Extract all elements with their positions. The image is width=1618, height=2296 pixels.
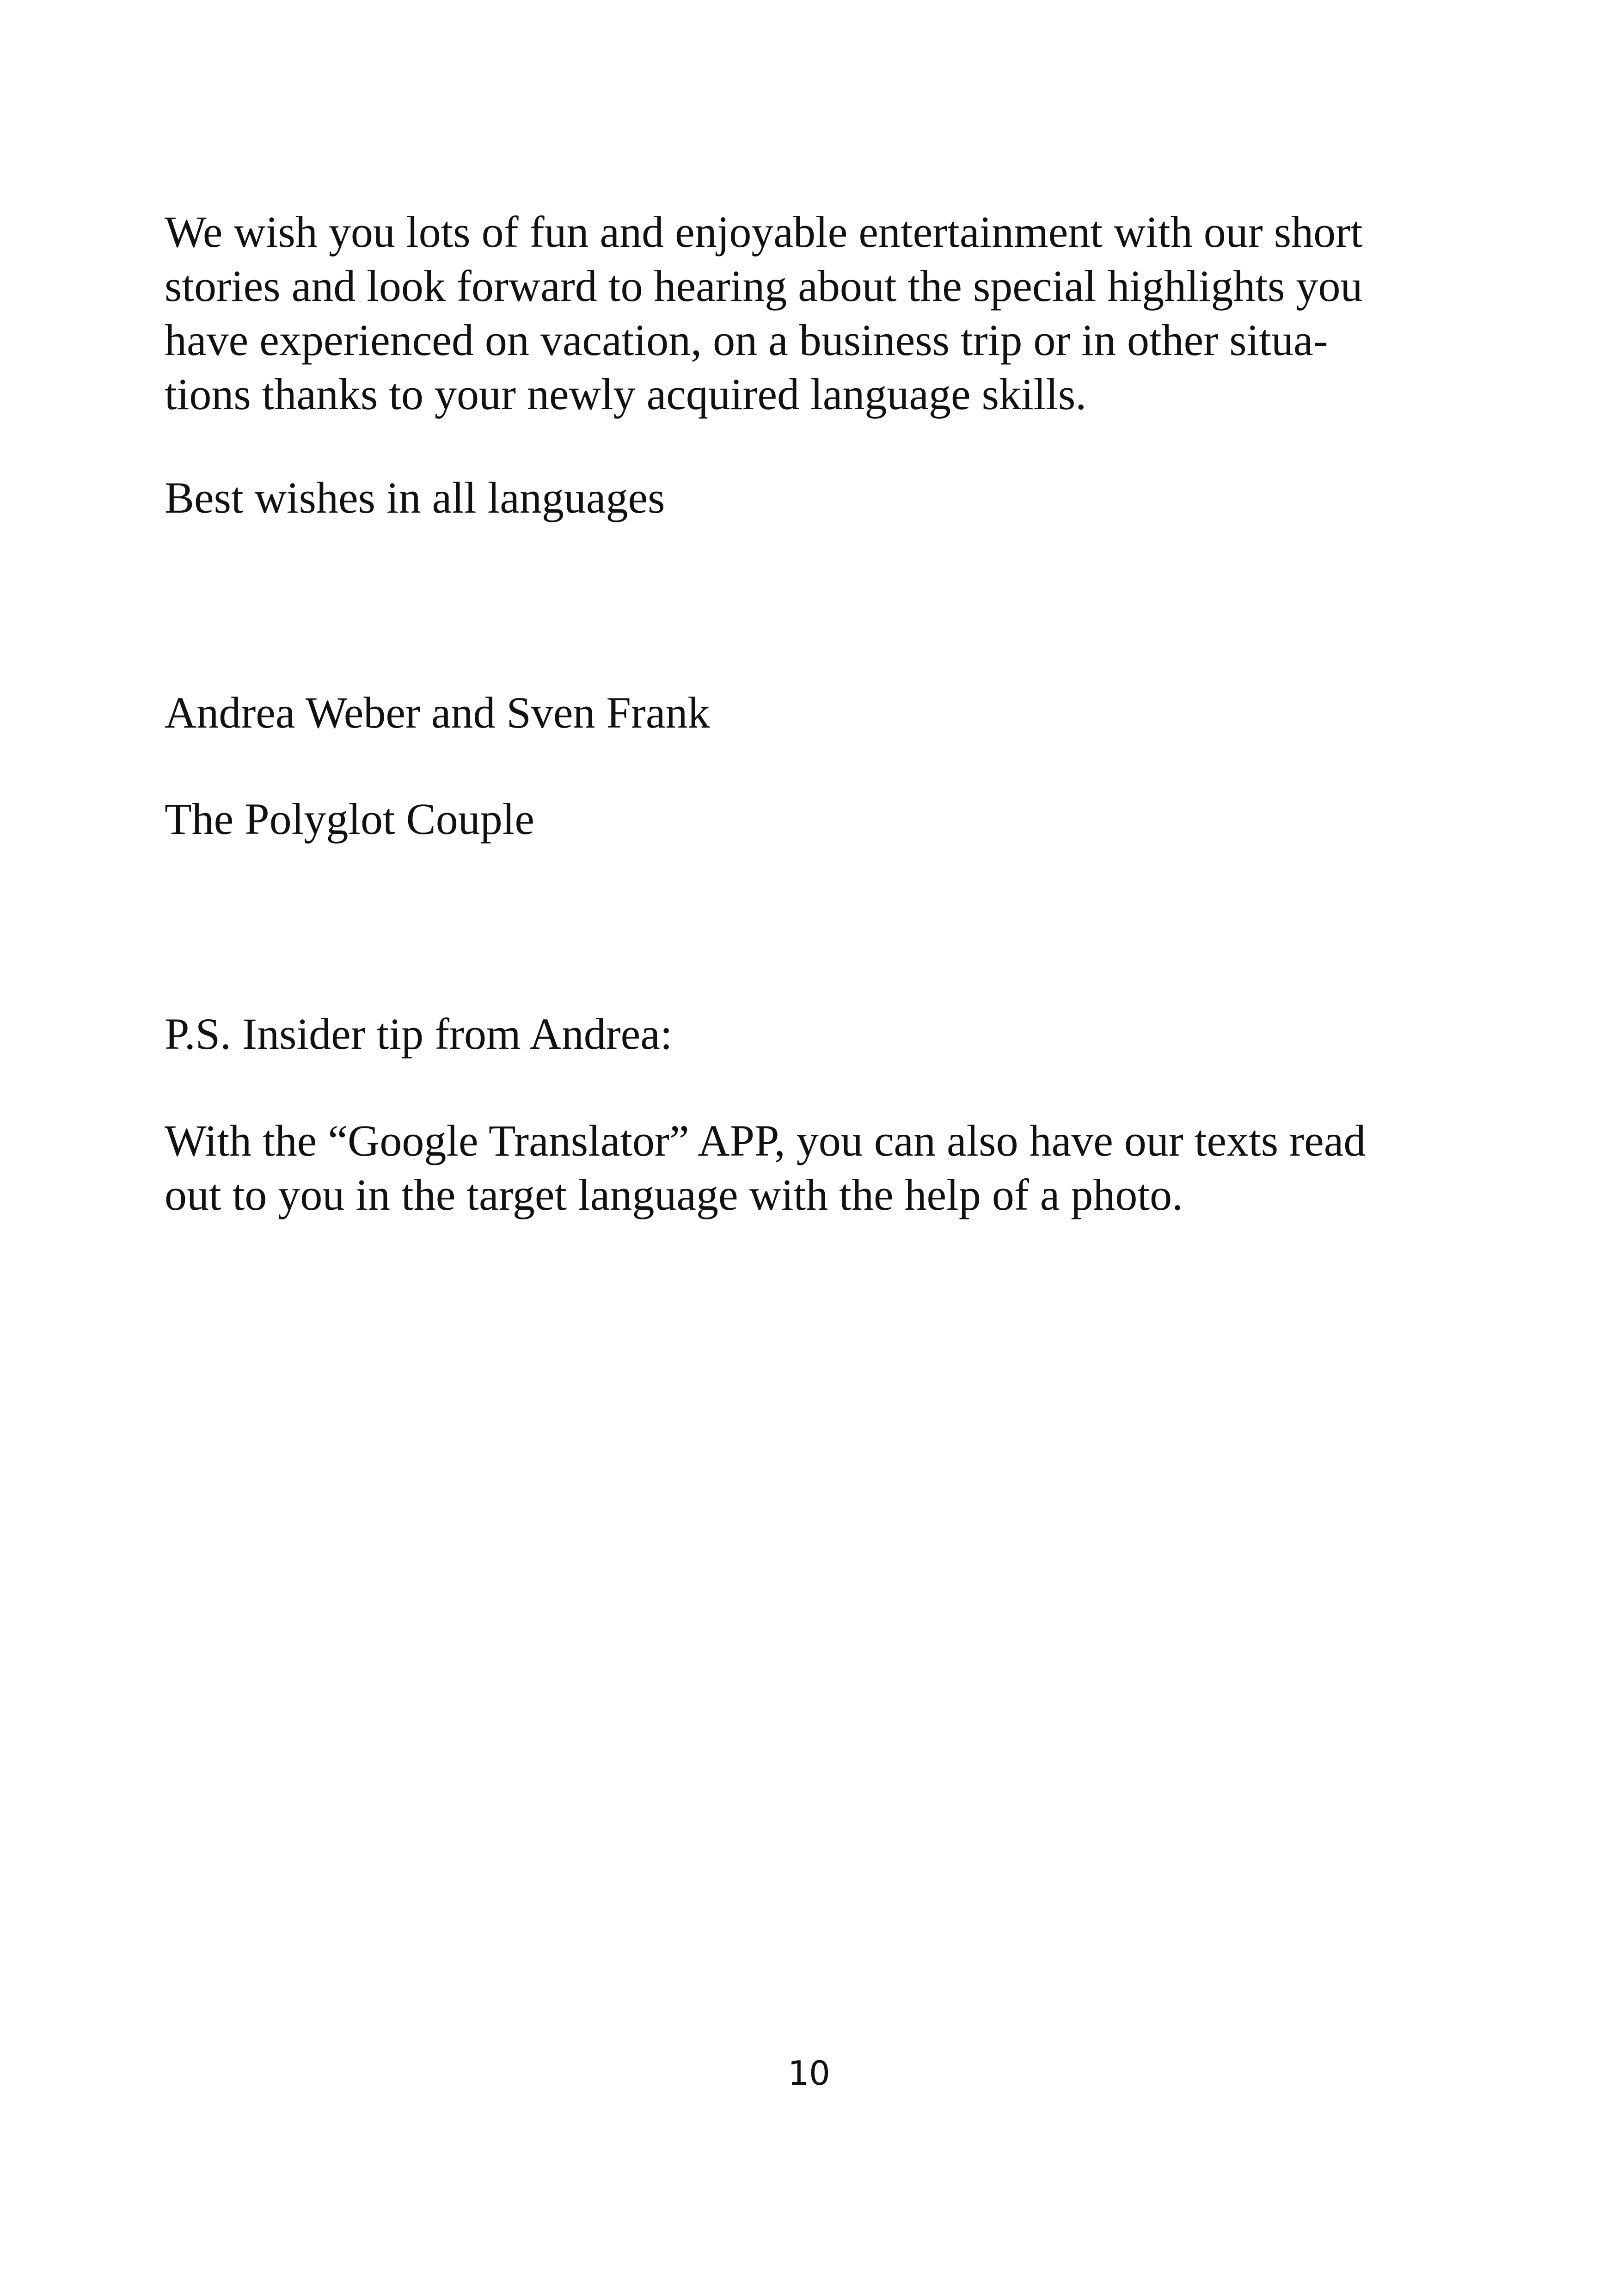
paragraph-line: stories and look forward to hearing about the special highlights you [165, 261, 1363, 311]
tagline-line: The Polyglot Couple [165, 794, 534, 844]
paragraph-line: tions thanks to your newly acquired language skills. [165, 369, 1087, 419]
ps-paragraph [165, 1114, 1482, 1222]
paragraph-line: out to you in the target language with the help of a photo. [165, 1170, 1183, 1219]
ps-heading: P.S. Insider tip from Andrea: [165, 1009, 673, 1059]
authors-line: Andrea Weber and Sven Frank [165, 688, 710, 737]
closing-line: Best wishes in all languages [165, 473, 665, 522]
wishes-paragraph [165, 205, 1482, 421]
paragraph-line: With the “Google Translator” APP, you can also have our texts read [165, 1116, 1366, 1165]
page-number: 10 [788, 2054, 830, 2093]
paragraph-line: have experienced on vacation, on a business trip or in other situa- [165, 315, 1328, 365]
paragraph-line: We wish you lots of fun and enjoyable entertainment with our short [165, 207, 1363, 257]
